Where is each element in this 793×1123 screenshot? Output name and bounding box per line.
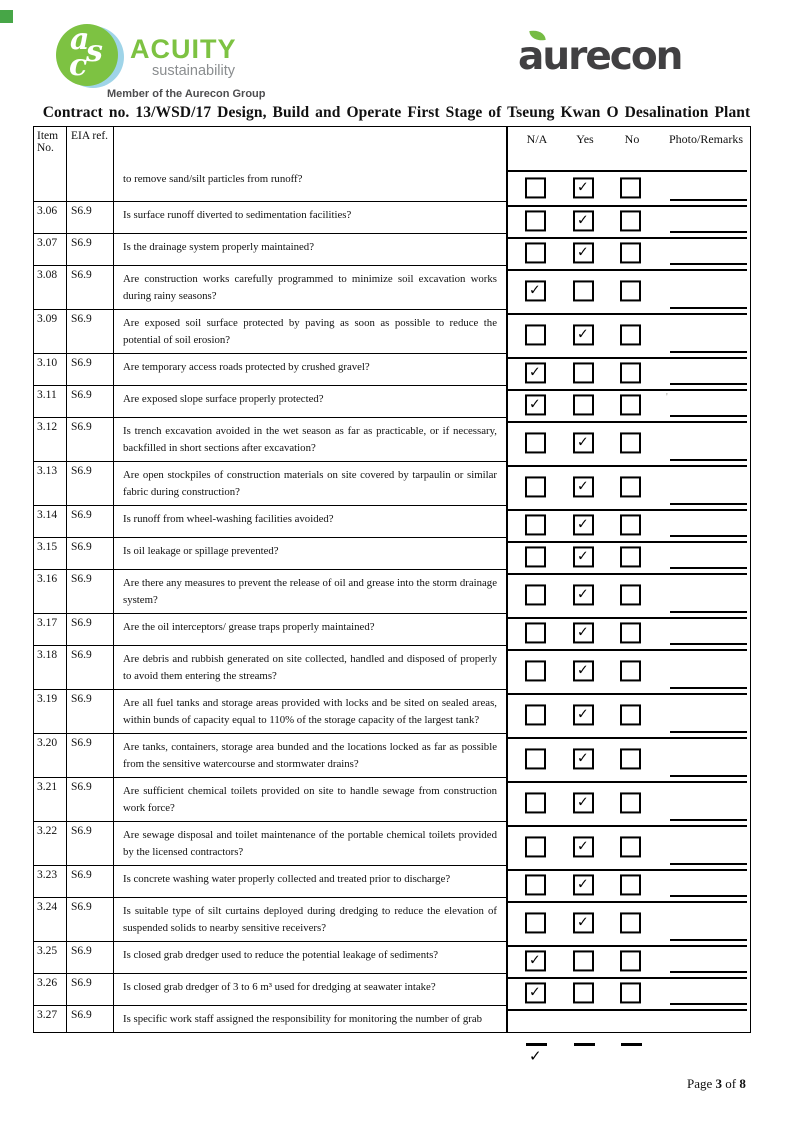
no-checkbox-clipped[interactable] <box>621 1043 642 1046</box>
na-checkbox[interactable] <box>525 210 546 231</box>
header-logos <box>0 0 793 102</box>
check-mark: ✓ <box>577 516 589 533</box>
eia-ref-cell: S6.9 <box>67 461 114 505</box>
acuity-monogram-a: a <box>70 22 90 57</box>
table-row <box>34 689 750 733</box>
na-check-mark: ✓ <box>529 1047 542 1065</box>
no-checkbox[interactable] <box>620 514 641 535</box>
table-row <box>34 645 750 689</box>
na-checkbox[interactable] <box>525 432 546 453</box>
header-question <box>114 127 508 166</box>
question-cell: Is oil leakage or spillage prevented? <box>114 537 508 569</box>
no-checkbox[interactable] <box>620 950 641 971</box>
item-no-cell: 3.10 <box>34 353 67 385</box>
na-checkbox[interactable] <box>525 476 546 497</box>
check-mark: ✓ <box>529 282 541 299</box>
check-mark: ✓ <box>577 326 589 343</box>
table-row <box>34 461 750 505</box>
no-checkbox[interactable] <box>620 836 641 857</box>
na-checkbox[interactable] <box>525 546 546 567</box>
item-no-cell: 3.26 <box>34 973 67 1005</box>
eia-ref-cell: S6.9 <box>67 353 114 385</box>
eia-ref-cell: S6.9 <box>67 973 114 1005</box>
remarks-line[interactable] <box>670 611 747 613</box>
na-checkbox[interactable] <box>525 874 546 895</box>
remarks-line[interactable] <box>670 567 747 569</box>
header-no: No <box>624 132 640 146</box>
item-no-cell: 3.18 <box>34 645 67 689</box>
question-cell: Are tanks, containers, storage area bunded and the locations locked as far as possible from the sensitive watercourse and stormwater drains? <box>114 733 508 777</box>
no-checkbox[interactable] <box>620 476 641 497</box>
item-no-cell: 3.24 <box>34 897 67 941</box>
answer-cell <box>508 389 747 421</box>
table-row <box>34 733 750 777</box>
eia-ref-cell: S6.9 <box>67 897 114 941</box>
acuity-monogram-c: c <box>69 48 88 83</box>
aurecon-logo <box>518 28 758 94</box>
question-cell: Are construction works carefully programmed to minimize soil excavation works during rainy seasons? <box>114 265 508 309</box>
remarks-line[interactable] <box>670 383 747 385</box>
header-item-no: Item No. <box>34 127 67 166</box>
na-checkbox[interactable] <box>525 362 546 383</box>
contract-title: Contract no. 13/WSD/17 Design, Build and Operate First Stage of Tseung Kwan O Desalination Plant <box>42 104 751 121</box>
aurecon-wordmark: aurecon <box>518 34 682 79</box>
eia-ref-cell: S6.9 <box>67 1005 114 1032</box>
question-cell: Are there any measures to prevent the release of oil and grease into the storm drainage system? <box>114 569 508 613</box>
yes-checkbox[interactable] <box>573 660 594 681</box>
table-body <box>34 166 750 1032</box>
check-mark: ✓ <box>577 914 589 931</box>
answer-cell <box>508 269 747 313</box>
na-checkbox[interactable] <box>525 177 546 198</box>
checklist-table-wrap <box>33 126 751 1065</box>
eia-ref-cell: S6.9 <box>67 865 114 897</box>
acuity-tagline: sustainability <box>152 63 236 79</box>
na-checkbox[interactable] <box>525 324 546 345</box>
table-row <box>34 1005 750 1032</box>
table-row <box>34 353 750 385</box>
answer-cell <box>508 781 747 825</box>
eia-ref-cell: S6.9 <box>67 689 114 733</box>
remarks-line[interactable] <box>670 731 747 733</box>
na-checkbox[interactable] <box>525 748 546 769</box>
eia-ref-cell: S6.9 <box>67 505 114 537</box>
no-checkbox[interactable] <box>620 546 641 567</box>
eia-ref-cell: S6.9 <box>67 385 114 417</box>
yes-checkbox[interactable] <box>573 177 594 198</box>
yes-checkbox[interactable] <box>573 792 594 813</box>
answer-cell <box>508 313 747 357</box>
header-answers <box>508 127 747 166</box>
yes-checkbox[interactable] <box>573 476 594 497</box>
item-no-cell <box>34 166 67 201</box>
question-cell: Is closed grab dredger of 3 to 6 m³ used for dredging at seawater intake? <box>114 973 508 1005</box>
table-row <box>34 309 750 353</box>
yes-checkbox[interactable] <box>573 704 594 725</box>
check-mark: ✓ <box>577 794 589 811</box>
table-row <box>34 233 750 265</box>
table-row <box>34 166 750 201</box>
table-row <box>34 385 750 417</box>
check-mark: ✓ <box>577 434 589 451</box>
item-no-cell: 3.12 <box>34 417 67 461</box>
remarks-line[interactable] <box>670 1003 747 1005</box>
handwritten-mark: ' <box>666 392 668 403</box>
na-checkbox[interactable] <box>525 622 546 643</box>
eia-ref-cell: S6.9 <box>67 309 114 353</box>
answer-cell <box>508 977 747 1009</box>
table-row <box>34 865 750 897</box>
eia-ref-cell: S6.9 <box>67 645 114 689</box>
answer-cell <box>508 237 747 269</box>
answer-cell <box>508 421 747 465</box>
yes-checkbox[interactable] <box>573 836 594 857</box>
eia-ref-cell: S6.9 <box>67 569 114 613</box>
question-cell: Are sufficient chemical toilets provided on site to handle sewage from construction work force? <box>114 777 508 821</box>
check-mark: ✓ <box>577 212 589 229</box>
eia-ref-cell: S6.9 <box>67 733 114 777</box>
table-row <box>34 569 750 613</box>
table-row <box>34 201 750 233</box>
yes-checkbox-clipped[interactable] <box>574 1043 595 1046</box>
item-no-cell: 3.07 <box>34 233 67 265</box>
eia-ref-cell: S6.9 <box>67 265 114 309</box>
yes-checkbox[interactable] <box>573 912 594 933</box>
remarks-line[interactable] <box>670 687 747 689</box>
answer-cell <box>508 509 747 541</box>
check-mark: ✓ <box>577 478 589 495</box>
item-no-cell: 3.08 <box>34 265 67 309</box>
no-checkbox[interactable] <box>620 660 641 681</box>
na-checkbox-clipped[interactable] <box>526 1043 547 1046</box>
yes-checkbox[interactable] <box>573 242 594 263</box>
answer-cell <box>508 945 747 977</box>
table-row <box>34 417 750 461</box>
no-checkbox[interactable] <box>620 362 641 383</box>
check-mark: ✓ <box>577 586 589 603</box>
remarks-line[interactable] <box>670 415 747 417</box>
item-no-cell: 3.22 <box>34 821 67 865</box>
remarks-line[interactable] <box>670 863 747 865</box>
header-na: N/A <box>526 132 548 146</box>
answer-cell <box>508 541 747 573</box>
yes-checkbox[interactable] <box>573 546 594 567</box>
na-checkbox[interactable] <box>525 704 546 725</box>
yes-checkbox[interactable] <box>573 622 594 643</box>
item-no-cell: 3.17 <box>34 613 67 645</box>
item-no-cell: 3.14 <box>34 505 67 537</box>
check-mark: ✓ <box>577 838 589 855</box>
remarks-line[interactable] <box>670 895 747 897</box>
check-mark: ✓ <box>577 178 589 195</box>
na-checkbox[interactable] <box>525 584 546 605</box>
remarks-line[interactable] <box>670 199 747 201</box>
table-row <box>34 821 750 865</box>
eia-ref-cell: S6.9 <box>67 821 114 865</box>
table-row <box>34 941 750 973</box>
question-cell: Is surface runoff diverted to sedimentation facilities? <box>114 201 508 233</box>
yes-checkbox[interactable] <box>573 514 594 535</box>
question-cell: Is the drainage system properly maintained? <box>114 233 508 265</box>
no-checkbox[interactable] <box>620 280 641 301</box>
header-yes: Yes <box>576 132 594 146</box>
item-no-cell: 3.21 <box>34 777 67 821</box>
question-cell: Are open stockpiles of construction materials on site covered by tarpaulin or similar fabric during construction? <box>114 461 508 505</box>
no-checkbox[interactable] <box>620 324 641 345</box>
item-no-cell: 3.27 <box>34 1005 67 1032</box>
answer-cell <box>508 170 747 205</box>
yes-checkbox[interactable] <box>573 982 594 1003</box>
check-mark: ✓ <box>529 396 541 413</box>
acuity-member-line: Member of the Aurecon Group <box>107 88 266 100</box>
question-cell: Is trench excavation avoided in the wet season as far as practicable, or if necessary, backfilled in short sections after excavation? <box>114 417 508 461</box>
check-mark: ✓ <box>577 244 589 261</box>
check-mark: ✓ <box>577 548 589 565</box>
no-checkbox[interactable] <box>620 792 641 813</box>
answer-cell <box>508 869 747 901</box>
table-row <box>34 897 750 941</box>
no-checkbox[interactable] <box>620 394 641 415</box>
remarks-line[interactable] <box>670 307 747 309</box>
table-row <box>34 973 750 1005</box>
na-checkbox[interactable] <box>525 912 546 933</box>
na-checkbox[interactable] <box>525 394 546 415</box>
question-cell: Are temporary access roads protected by crushed gravel? <box>114 353 508 385</box>
check-mark: ✓ <box>577 706 589 723</box>
remarks-line[interactable] <box>670 231 747 233</box>
question-cell: Is concrete washing water properly collected and treated prior to discharge? <box>114 865 508 897</box>
table-row <box>34 777 750 821</box>
na-checkbox[interactable] <box>525 836 546 857</box>
question-cell: Are debris and rubbish generated on site collected, handled and disposed of properly to avoid them entering the streams? <box>114 645 508 689</box>
header-eia-ref: EIA ref. <box>67 127 114 166</box>
na-checkbox[interactable] <box>525 660 546 681</box>
question-cell: Is suitable type of silt curtains deployed during dredging to reduce the elevation of suspended solids to nearby sensitive receivers? <box>114 897 508 941</box>
na-checkbox[interactable] <box>525 280 546 301</box>
yes-checkbox[interactable] <box>573 362 594 383</box>
eia-ref-cell: S6.9 <box>67 201 114 233</box>
yes-checkbox[interactable] <box>573 432 594 453</box>
remarks-line[interactable] <box>670 351 747 353</box>
answer-cell <box>508 357 747 389</box>
question-cell: Are sewage disposal and toilet maintenance of the portable chemical toilets provided by the licensed contractors? <box>114 821 508 865</box>
answer-cell <box>508 573 747 617</box>
acuity-monogram-s: s <box>86 34 103 69</box>
item-no-cell: 3.15 <box>34 537 67 569</box>
remarks-line[interactable] <box>670 971 747 973</box>
table-row <box>34 537 750 569</box>
remarks-line[interactable] <box>670 643 747 645</box>
item-no-cell: 3.11 <box>34 385 67 417</box>
remarks-line[interactable] <box>670 775 747 777</box>
table-row <box>34 505 750 537</box>
eia-ref-cell: S6.9 <box>67 233 114 265</box>
remarks-line[interactable] <box>670 939 747 941</box>
check-mark: ✓ <box>529 952 541 969</box>
eia-ref-cell: S6.9 <box>67 537 114 569</box>
item-no-cell: 3.06 <box>34 201 67 233</box>
check-mark: ✓ <box>577 750 589 767</box>
eia-ref-cell: S6.9 <box>67 417 114 461</box>
item-no-cell: 3.23 <box>34 865 67 897</box>
checklist-table <box>33 126 751 1033</box>
question-cell: Are exposed slope surface properly protected? <box>114 385 508 417</box>
question-cell: Is specific work staff assigned the responsibility for monitoring the number of grab <box>114 1005 508 1032</box>
no-checkbox[interactable] <box>620 177 641 198</box>
answer-cell <box>508 465 747 509</box>
question-cell: Is runoff from wheel-washing facilities avoided? <box>114 505 508 537</box>
item-no-cell: 3.09 <box>34 309 67 353</box>
check-mark: ✓ <box>577 662 589 679</box>
answer-cell <box>508 205 747 237</box>
answer-cell <box>508 617 747 649</box>
remarks-line[interactable] <box>670 263 747 265</box>
remarks-line[interactable] <box>670 459 747 461</box>
item-no-cell: 3.19 <box>34 689 67 733</box>
no-checkbox[interactable] <box>620 432 641 453</box>
remarks-line[interactable] <box>670 819 747 821</box>
no-checkbox[interactable] <box>620 704 641 725</box>
no-checkbox[interactable] <box>620 982 641 1003</box>
check-mark: ✓ <box>577 876 589 893</box>
na-checkbox[interactable] <box>525 514 546 535</box>
no-checkbox[interactable] <box>620 912 641 933</box>
yes-checkbox[interactable] <box>573 950 594 971</box>
no-checkbox[interactable] <box>620 748 641 769</box>
answer-cell <box>508 693 747 737</box>
yes-checkbox[interactable] <box>573 748 594 769</box>
check-mark: ✓ <box>577 624 589 641</box>
yes-checkbox[interactable] <box>573 210 594 231</box>
eia-ref-cell: S6.9 <box>67 941 114 973</box>
na-checkbox[interactable] <box>525 982 546 1003</box>
page-number: Page 3 of 8 <box>687 1076 746 1091</box>
na-checkbox[interactable] <box>525 950 546 971</box>
item-no-cell: 3.16 <box>34 569 67 613</box>
table-header-row <box>34 127 750 166</box>
no-checkbox[interactable] <box>620 874 641 895</box>
item-no-cell: 3.25 <box>34 941 67 973</box>
acuity-wordmark: ACUITY <box>130 34 237 64</box>
question-cell: Are the oil interceptors/ grease traps properly maintained? <box>114 613 508 645</box>
answer-cell <box>508 737 747 781</box>
answer-cell <box>508 901 747 945</box>
na-checkbox[interactable] <box>525 242 546 263</box>
question-cell: Are all fuel tanks and storage areas provided with locks and be sited on sealed areas, within bunds of capacity equal to 110% of the storage capacity of the largest tank? <box>114 689 508 733</box>
yes-checkbox[interactable] <box>573 324 594 345</box>
yes-checkbox[interactable] <box>573 394 594 415</box>
yes-checkbox[interactable] <box>573 584 594 605</box>
item-no-cell: 3.20 <box>34 733 67 777</box>
question-cell: to remove sand/silt particles from runoff? <box>114 166 508 201</box>
yes-checkbox[interactable] <box>573 874 594 895</box>
header-photo-remarks: Photo/Remarks <box>669 132 743 146</box>
check-mark: ✓ <box>529 984 541 1001</box>
acuity-logo <box>56 22 316 102</box>
table-row <box>34 613 750 645</box>
yes-checkbox[interactable] <box>573 280 594 301</box>
no-checkbox[interactable] <box>620 210 641 231</box>
no-checkbox[interactable] <box>620 622 641 643</box>
answer-cell <box>508 649 747 693</box>
no-checkbox[interactable] <box>620 242 641 263</box>
eia-ref-cell <box>67 166 114 201</box>
remarks-line[interactable] <box>670 535 747 537</box>
answer-cell <box>508 825 747 869</box>
eia-ref-cell: S6.9 <box>67 777 114 821</box>
na-checkbox[interactable] <box>525 792 546 813</box>
eia-ref-cell: S6.9 <box>67 613 114 645</box>
question-cell: Are exposed soil surface protected by paving as soon as possible to reduce the potential of soil erosion? <box>114 309 508 353</box>
table-row <box>34 265 750 309</box>
check-mark: ✓ <box>529 364 541 381</box>
answer-cell <box>508 1009 747 1036</box>
no-checkbox[interactable] <box>620 584 641 605</box>
item-no-cell: 3.13 <box>34 461 67 505</box>
remarks-line[interactable] <box>670 503 747 505</box>
question-cell: Is closed grab dredger used to reduce the potential leakage of sediments? <box>114 941 508 973</box>
